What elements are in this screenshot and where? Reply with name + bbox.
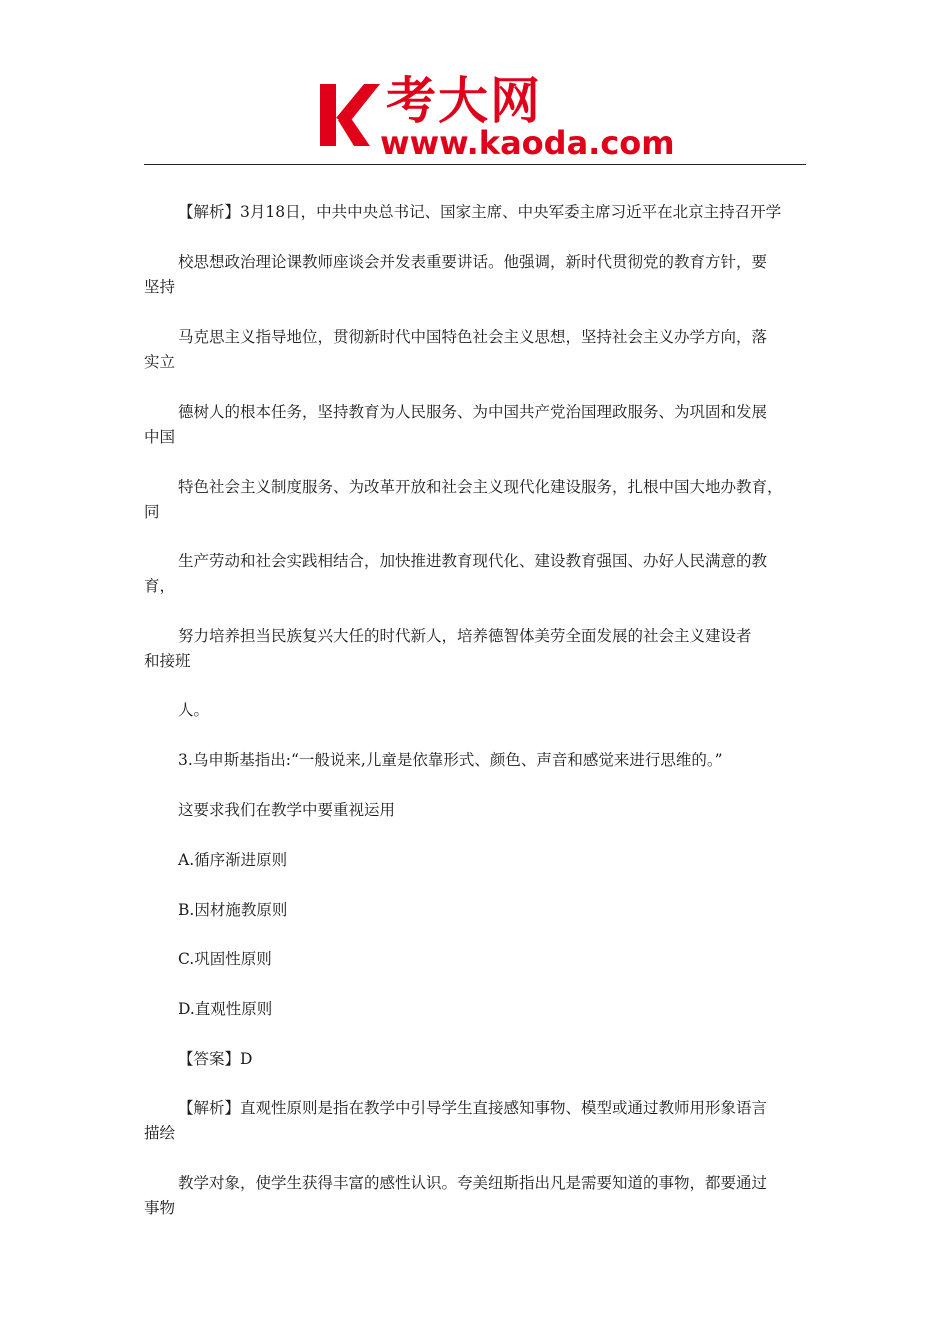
text-line: 特色社会主义制度服务、为改革开放和社会主义现代化建设服务，扎根中国大地办教育， <box>178 478 783 496</box>
text-line: 坚持 <box>144 278 176 296</box>
text-line: 生产劳动和社会实践相结合，加快推进教育现代化、建设教育强国、办好人民满意的教 <box>178 552 768 570</box>
brand-name: 考大网 <box>386 72 542 130</box>
kaoda-k-logo-icon <box>318 80 380 150</box>
question-stem-cont: 这要求我们在教学中要重视运用 <box>178 801 396 819</box>
brand-url: www.kaoda.com <box>380 124 675 162</box>
answer: 【答案】D <box>178 1050 253 1068</box>
text-line: 实立 <box>144 353 176 371</box>
text-line: 【解析】直观性原则是指在教学中引导学生直接感知事物、模型或通过教师用形象语言 <box>178 1099 768 1117</box>
text-line: 和接班 <box>144 652 191 670</box>
text-line: 教学对象，使学生获得丰富的感性认识。夸美纽斯指出凡是需要知道的事物，都要通过 <box>178 1174 768 1192</box>
text-line: 中国 <box>144 428 176 446</box>
text-line: 德树人的根本任务，坚持教育为人民服务、为中国共产党治国理政服务、为巩固和发展 <box>178 403 768 421</box>
text-line: 人。 <box>178 701 210 719</box>
text-line: 事物 <box>144 1199 176 1217</box>
option-d: D.直观性原则 <box>178 1000 273 1018</box>
text-line: 育， <box>144 577 176 595</box>
text-line: 描绘 <box>144 1124 176 1142</box>
option-c: C.巩固性原则 <box>178 950 272 968</box>
option-b: B.因材施教原则 <box>178 901 288 919</box>
text-line: 同 <box>144 503 160 521</box>
option-a: A.循序渐进原则 <box>178 851 288 869</box>
header-divider <box>144 164 806 165</box>
text-line: 努力培养担当民族复兴大任的时代新人，培养德智体美劳全面发展的社会主义建设者 <box>178 627 752 645</box>
page-header <box>0 0 950 170</box>
question-stem: 3.乌申斯基指出:“一般说来,儿童是依靠形式、颜色、声音和感觉来进行思维的。” <box>178 751 723 769</box>
text-line: 校思想政治理论课教师座谈会并发表重要讲话。他强调，新时代贯彻党的教育方针，要 <box>178 253 768 271</box>
text-line: 马克思主义指导地位，贯彻新时代中国特色社会主义思想，坚持社会主义办学方向，落 <box>178 328 768 346</box>
text-line: 【解析】3月18日，中共中央总书记、国家主席、中央军委主席习近平在北京主持召开学 <box>178 203 782 221</box>
